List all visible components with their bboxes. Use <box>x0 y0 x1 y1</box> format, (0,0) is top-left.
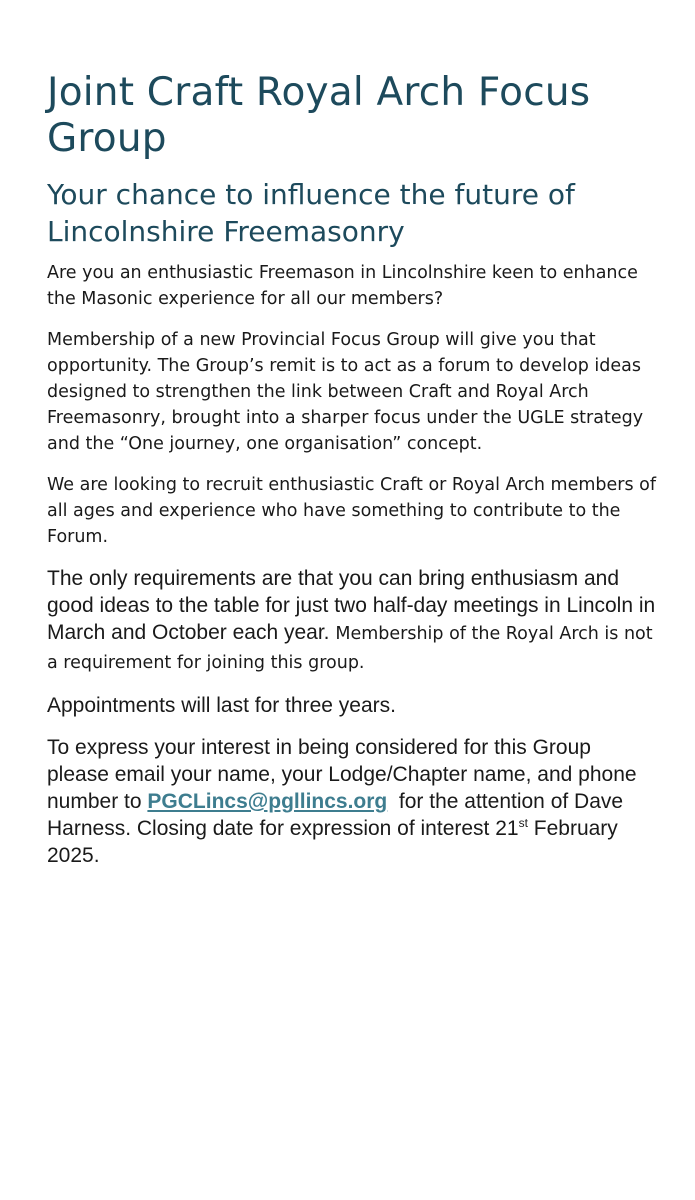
contact-text-after: for the attention of Dave Harness. Closing date for expression of interest 21 <box>47 790 624 840</box>
requirements-note: Membership of the Royal Arch is not a requirement for joining this group. <box>47 624 653 673</box>
requirements-text: The only requirements are that you can bring enthusiasm and good ideas to the table for just two half-day meetings in Lincoln in March and October each year. <box>47 567 656 644</box>
requirements-paragraph <box>47 565 657 677</box>
email-link[interactable]: PGCLincs@pgllincs.org <box>147 790 388 813</box>
recruit-paragraph: We are looking to recruit enthusiastic Craft or Royal Arch members of all ages and experience who have something to contribute to the Forum. <box>47 475 657 547</box>
contact-text-before: To express your interest in being considered for this Group please email your name, your Lodge/Chapter name, and phone number to <box>47 736 637 813</box>
document-page <box>47 70 657 884</box>
contact-paragraph <box>47 734 657 869</box>
closing-date-end: February 2025. <box>47 817 618 867</box>
appointments-paragraph: Appointments will last for three years. <box>47 694 396 717</box>
membership-paragraph: Membership of a new Provincial Focus Group will give you that opportunity. The Group’s remit is to act as a forum to develop ideas designed to strengthen the link between Craft and Royal Arch Freemasonry, brought into a sharper focus under the UGLE strategy and the “One journey, one organisation” concept. <box>47 330 644 454</box>
page-title: Joint Craft Royal Arch Focus Group <box>47 70 591 161</box>
date-ordinal-suffix: st <box>518 816 528 830</box>
intro-paragraph: Are you an enthusiastic Freemason in Lincolnshire keen to enhance the Masonic experience for all our members? <box>47 263 638 309</box>
page-subtitle: Your chance to influence the future of Lincolnshire Freemasonry <box>47 178 575 248</box>
